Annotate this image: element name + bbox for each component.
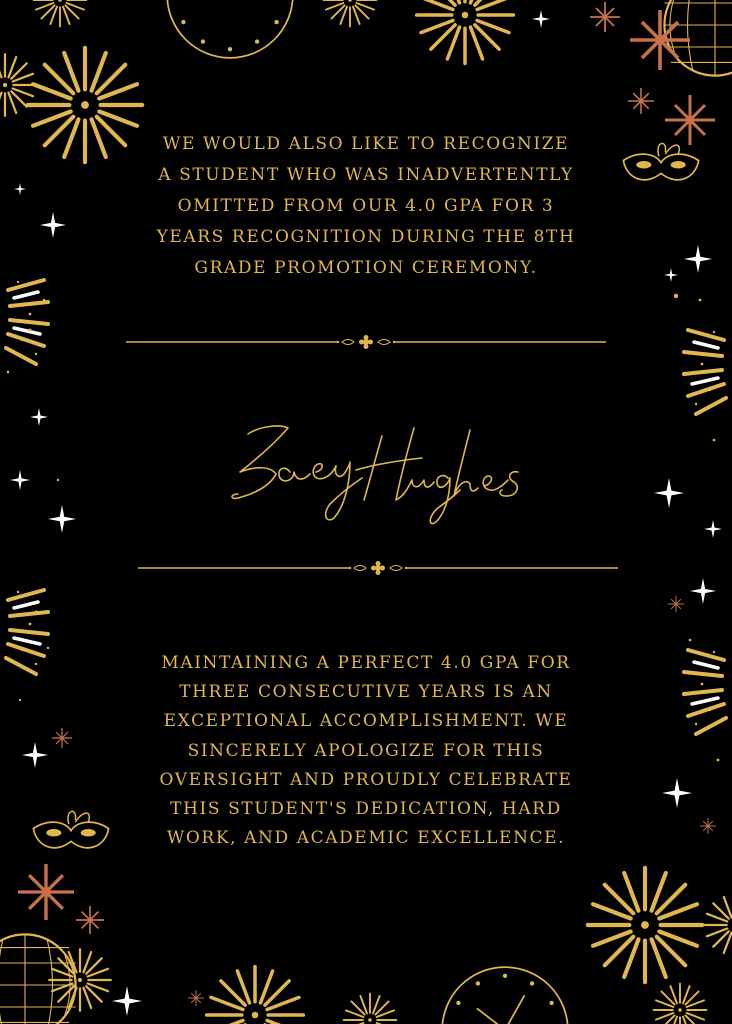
top-divider <box>126 334 606 350</box>
intro-paragraph <box>0 129 732 284</box>
intro-line: OMITTED FROM OUR 4.0 GPA FOR 3 <box>177 196 555 216</box>
closing-paragraph <box>0 649 732 853</box>
closing-line: EXCEPTIONAL ACCOMPLISHMENT. WE <box>163 711 569 732</box>
bottom-divider <box>138 560 618 576</box>
closing-line: THREE CONSECUTIVE YEARS IS AN <box>179 682 553 703</box>
closing-line: OVERSIGHT AND PROUDLY CELEBRATE <box>159 769 573 790</box>
closing-line: MAINTAINING A PERFECT 4.0 GPA FOR <box>161 653 571 673</box>
closing-line: WORK, AND ACADEMIC EXCELLENCE. <box>166 828 566 849</box>
intro-line: WE WOULD ALSO LIKE TO RECOGNIZE <box>162 134 570 154</box>
intro-line: YEARS RECOGNITION DURING THE 8TH <box>156 227 576 247</box>
intro-line: A STUDENT WHO WAS INADVERTENTLY <box>158 165 574 185</box>
intro-line: GRADE PROMOTION CEREMONY. <box>194 258 538 278</box>
disco-ball-icon <box>664 0 732 76</box>
student-name: Zoey Hughes <box>366 538 374 539</box>
closing-line: SINCERELY APOLOGIZE FOR THIS <box>187 740 545 761</box>
clock-icon <box>167 0 293 58</box>
student-name-signature <box>200 400 540 540</box>
closing-line: THIS STUDENT'S DEDICATION, HARD <box>170 799 562 820</box>
